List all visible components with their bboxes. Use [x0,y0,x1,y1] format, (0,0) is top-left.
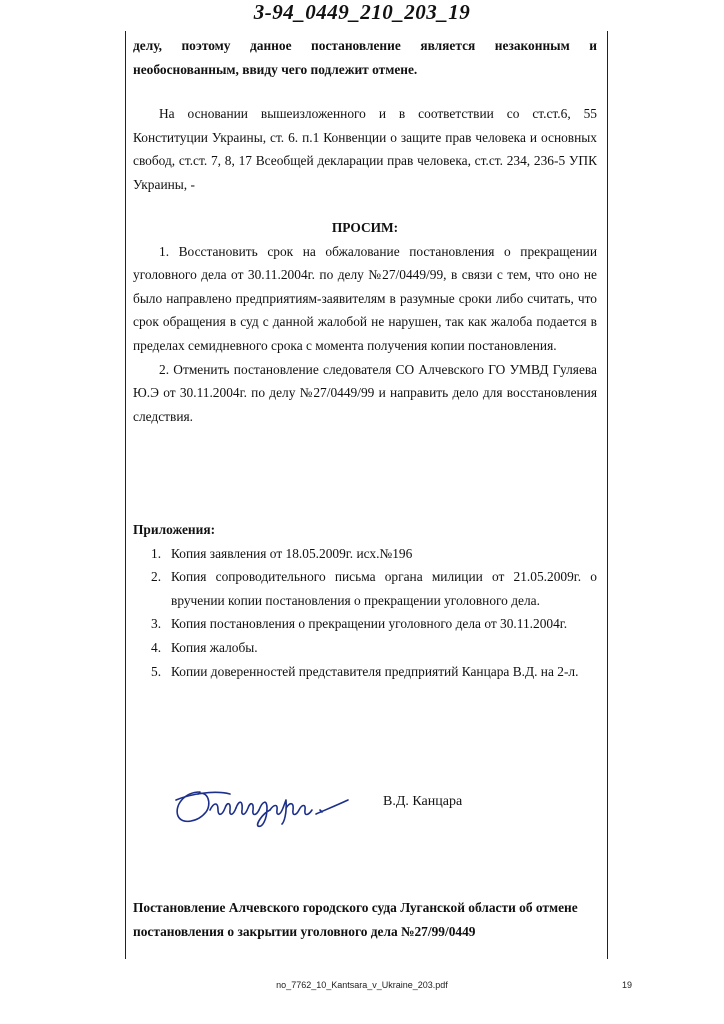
appendix-item [133,660,597,684]
appendix-item-number: 4. [151,639,162,655]
handwritten-signature [170,770,360,830]
appendix-item [133,612,597,636]
document-code-header: 3-94_0449_210_203_19 [253,0,471,24]
basis-section [133,102,597,196]
next-document-title-section [133,896,597,944]
appendix-item-number: 5. [151,663,162,679]
appendix-item-text: Копии доверенностей представителя предприятий Канцара В.Д. на 2-л. [171,663,579,679]
appendix-item-text: Копия заявления от 18.05.2009г. исх.№196 [171,545,413,561]
appendix-item-number: 1. [151,545,162,561]
left-margin-line [125,31,126,959]
appendix-item-text: Копия постановления о прекращении уголовного дела от 30.11.2004г. [171,616,568,632]
appendix-item-text: Копия сопроводительного письма органа милиции от 21.05.2009г. о вручении копии постановления о прекращении уголовного дела. [171,569,597,608]
intro-paragraph: делу, поэтому данное постановление является незаконным и необоснованным, ввиду чего подлежит отмене. [133,38,597,77]
signer-name: В.Д. Канцара [383,794,463,809]
request-item: 2. Отменить постановление следователя СО Алчевского ГО УМВД Гуляева Ю.Э от 30.11.2004г. по делу №27/0449/99 и направить дело для восстановления следствия. [133,361,597,424]
appendix-item-number: 3. [151,616,162,632]
right-margin-line [607,31,608,959]
appendix-section [133,518,597,683]
request-heading: ПРОСИМ: [331,220,399,235]
appendix-item-number: 2. [151,569,162,585]
appendix-item-text: Копия жалобы. [171,639,258,655]
footer-page-number: 19 [622,980,633,990]
next-document-title: Постановление Алчевского городского суда Луганской области об отмене постановления о закрытии уголовного дела №27/99/0449 [133,900,578,939]
request-section [133,216,597,428]
appendix-item [133,542,597,566]
basis-paragraph: На основании вышеизложенного и в соответствии со ст.ст.6, 55 Конституции Украины, ст. 6. п.1 Конвенции о защите прав человека и основных свобод, ст.ст. 7, 8, 17 Всеобщей декларации прав человека, ст.ст. 234, 236-5 УПК Украины, - [133,106,597,192]
appendix-item [133,636,597,660]
appendix-item [133,565,597,612]
footer-filename: no_7762_10_Kantsara_v_Ukraine_203.pdf [276,980,448,990]
request-item: 1. Восстановить срок на обжалование постановления о прекращении уголовного дела от 30.11.2004г. по делу №27/0449/99, в связи с тем, что оно не было направлено предприятиям-заявителям в разумные сроки либо считать, что срок обращения в суд с данной жалобой не нарушен, так как жалоба подается в пределах семидневного срока с момента получения копии постановления. [133,243,597,353]
appendix-heading: Приложения: [133,522,216,537]
intro-section [133,34,597,81]
